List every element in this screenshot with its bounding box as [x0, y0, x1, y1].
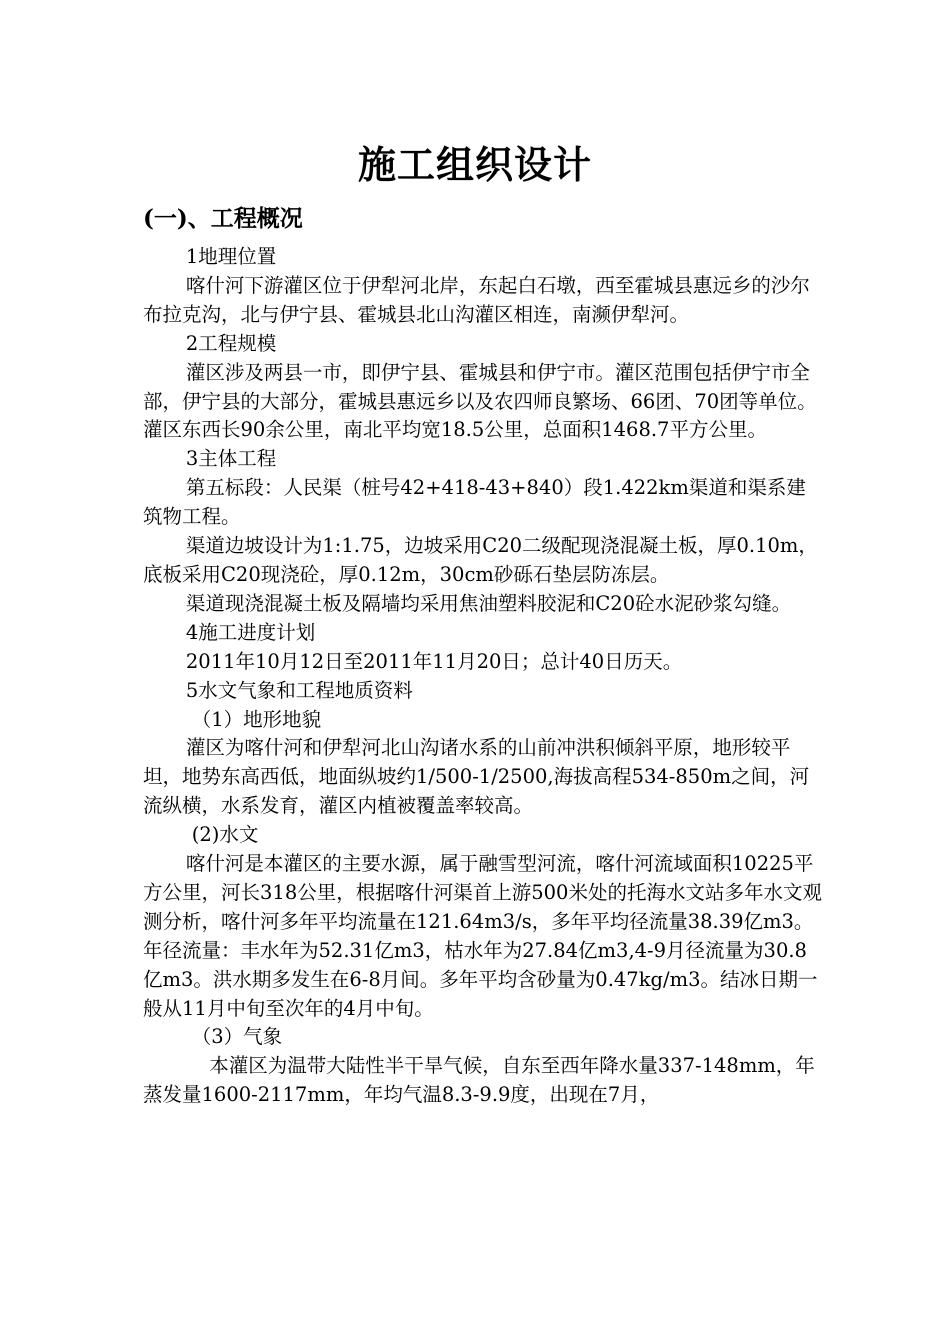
- paragraph-joint-sealing: 渠道现浇混凝土板及隔墙均采用焦油塑料胶泥和C20砼水泥砂浆勾缝。: [185, 591, 792, 615]
- paragraph-section-five: 第五标段：人民渠（桩号42+418-43+840）段1.422km渠道和渠系建筑物工程。: [143, 476, 806, 529]
- paragraph-slope-design: 渠道边坡设计为1:1.75，边坡采用C20二级配现浇混凝土板，厚0.10m，底板采用C20现浇砼，厚0.12m，30cm砂砾石垫层防冻层。: [143, 534, 818, 586]
- subheading-schedule: 4施工进度计划: [185, 620, 316, 644]
- subheading-hydrology: (2)水文: [191, 823, 259, 847]
- subheading-location: 1地理位置: [185, 245, 277, 268]
- document-body: [143, 243, 823, 1110]
- subheading-climate: （3）气象: [191, 1025, 283, 1049]
- paragraph-climate: 本灌区为温带大陆性半干旱气候，自东至西年降水量337-148mm，年蒸发量1600-2117mm，年均气温8.3-9.9度，出现在7月，: [143, 1054, 815, 1107]
- paragraph-location: 喀什河下游灌区位于伊犁河北岸，东起白石墩，西至霍城县惠远乡的沙尔布拉克沟，北与伊宁县、霍城县北山沟灌区相连，南濒伊犁河。: [143, 273, 810, 326]
- paragraph-scale: 灌区涉及两县一市，即伊宁县、霍城县和伊宁市。灌区范围包括伊宁市全部，伊宁县的大部分，霍城县惠远乡以及农四师良繁场、66团、70团等单位。灌区东西长90余公里，南北平均宽18.5公里，总面积1468.7平方公里。: [143, 360, 817, 442]
- paragraph-hydrology: 喀什河是本灌区的主要水源，属于融雪型河流，喀什河流域面积10225平方公里，河长318公里，根据喀什河渠首上游500米处的托海水文站多年水文观测分析，喀什河多年平均流量在121.64m3/s，多年平均径流量38.39亿m3。年径流量：丰水年为52.31亿m3，枯水年为27.84亿m3,4-9月径流量为30.8亿m3。洪水期多发生在6-8月间。多年平均含砂量为0.47kg/m3。结冰日期一般从11月中旬至次年的4月中旬。: [143, 852, 822, 1020]
- document-title: 施工组织设计: [357, 142, 592, 187]
- subheading-terrain: （1）地形地貌: [191, 707, 322, 731]
- section-heading: (一)、工程概况: [143, 205, 303, 232]
- subheading-main-works: 3主体工程: [185, 447, 277, 471]
- subheading-scale: 2工程规模: [185, 331, 277, 355]
- paragraph-schedule: 2011年10月12日至2011年11月20日；总计40日历天。: [185, 649, 683, 673]
- subheading-hydrology-geology: 5水文气象和工程地质资料: [185, 678, 413, 702]
- paragraph-terrain: 灌区为喀什河和伊犁河北山沟诸水系的山前冲洪积倾斜平原，地形较平坦，地势东高西低，地面纵坡约1/500-1/2500,海拔高程534-850m之间，河流纵横，水系发育，灌区内植被覆盖率较高。: [143, 736, 810, 818]
